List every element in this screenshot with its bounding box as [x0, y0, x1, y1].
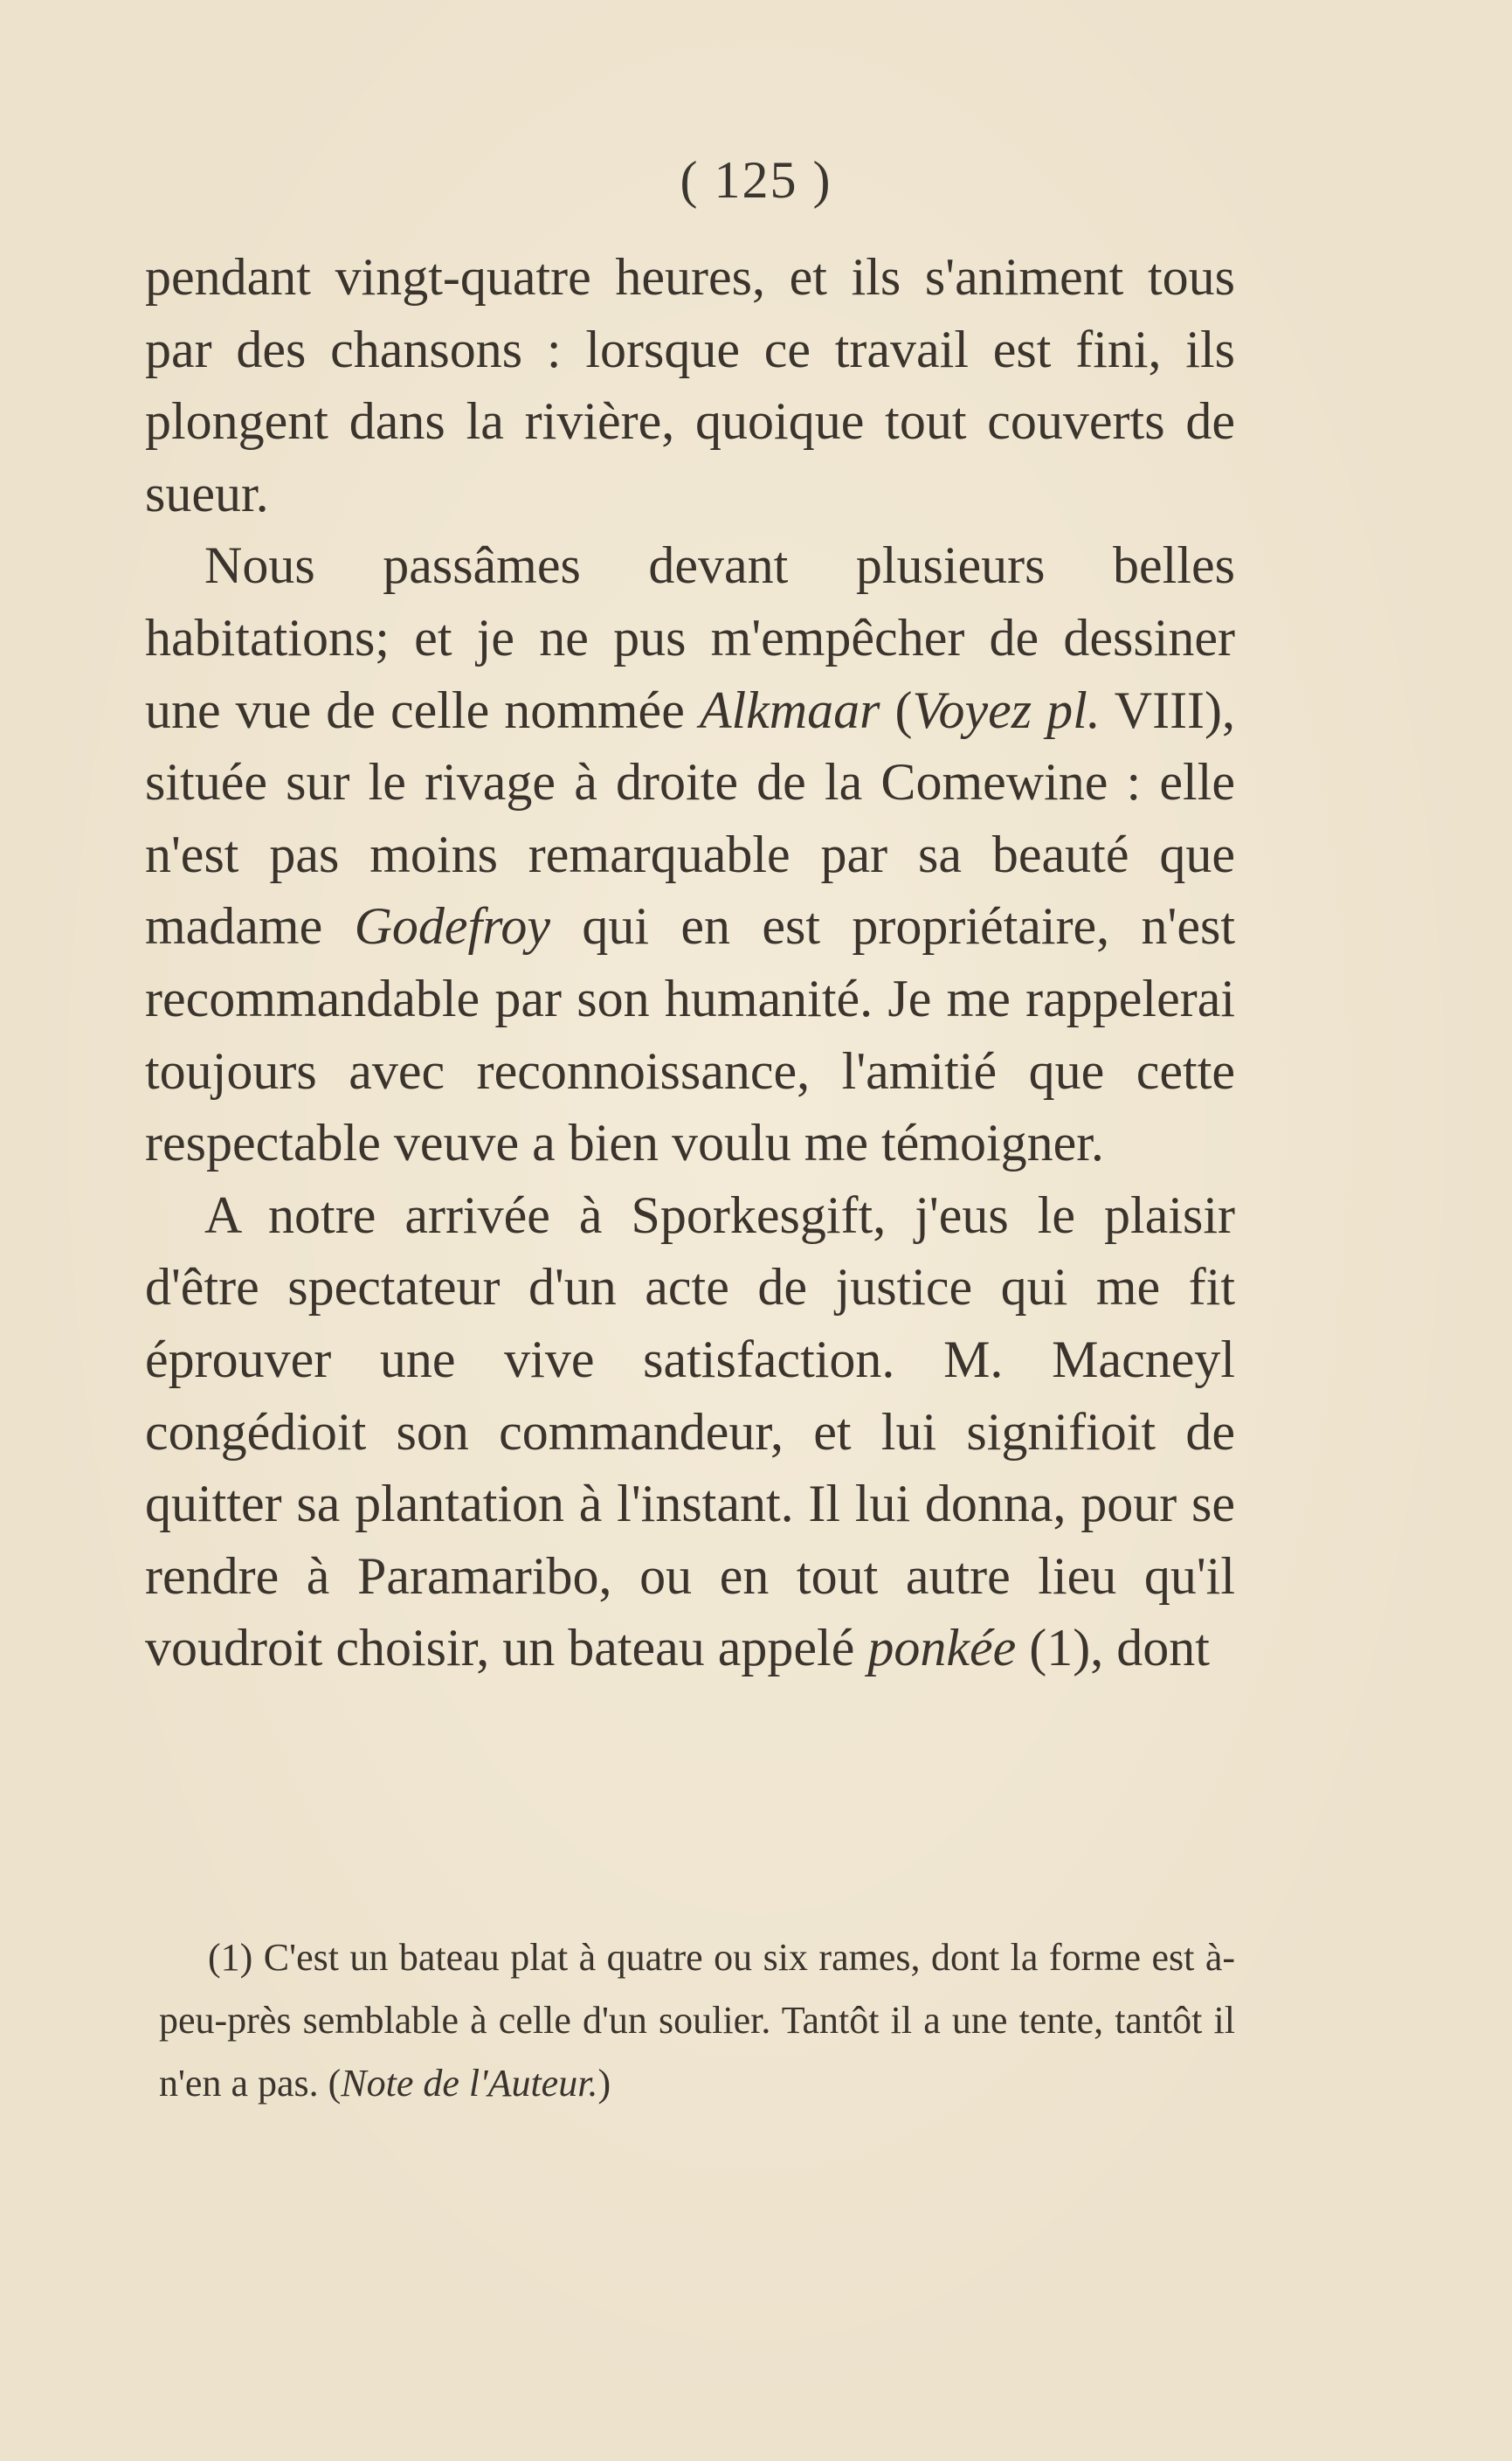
body-text [145, 241, 1235, 1684]
text-segment: A notre arrivée à Sporkesgift, j'eus le plaisir d'être spectateur d'un acte de justice qui me fit éprouver une vive satisfaction. M. Macneyl congédioit son commandeur, et lui signifioit de quitter sa plantation à l'instant. Il lui donna, pour se rendre à Paramaribo, ou en tout autre lieu qu'il voudroit choisir, un bateau appelé [145, 1186, 1235, 1677]
paragraph [145, 241, 1235, 529]
italic-plate-reference: Voyez pl. [912, 681, 1101, 739]
paragraph [145, 529, 1235, 1179]
footnote-paragraph [159, 1926, 1235, 2115]
text-segment: (1), dont [1016, 1619, 1210, 1677]
footnote [159, 1926, 1235, 2115]
italic-place-name: Alkmaar [699, 681, 880, 739]
paragraph [145, 1179, 1235, 1684]
text-segment: ( [880, 681, 913, 739]
text-segment: VIII), située sur le rivage à droite de la Comewine : elle n'est pas moins remarquable par sa beauté que madame [145, 681, 1236, 956]
footnote-author-note: Note de l'Auteur. [341, 2062, 598, 2105]
footnote-text-segment: (1) C'est un bateau plat à quatre ou six rames, dont la forme est à-peu-près semblable à celle d'un soulier. Tantôt il a une tente, tantôt il n'en a pas. ( [159, 1936, 1235, 2105]
text-segment: Nous passâmes devant plusieurs belles habitations; et je ne pus m'empêcher de dessiner une vue de celle nommée [145, 536, 1235, 739]
footnote-text-segment: ) [597, 2062, 611, 2105]
italic-term: ponkée [867, 1619, 1017, 1677]
text-segment: qui en est propriétaire, n'est recommandable par son humanité. Je me rappelerai toujours avec reconnoissance, l'amitié que cette respectable veuve a bien voulu me témoigner. [145, 897, 1235, 1172]
text-segment: pendant vingt-quatre heures, et ils s'animent tous par des chansons : lorsque ce travail est fini, ils plongent dans la rivière, quoique tout couverts de sueur. [145, 248, 1235, 522]
page-number: ( 125 ) [680, 151, 832, 209]
italic-person-name: Godefroy [354, 897, 550, 956]
